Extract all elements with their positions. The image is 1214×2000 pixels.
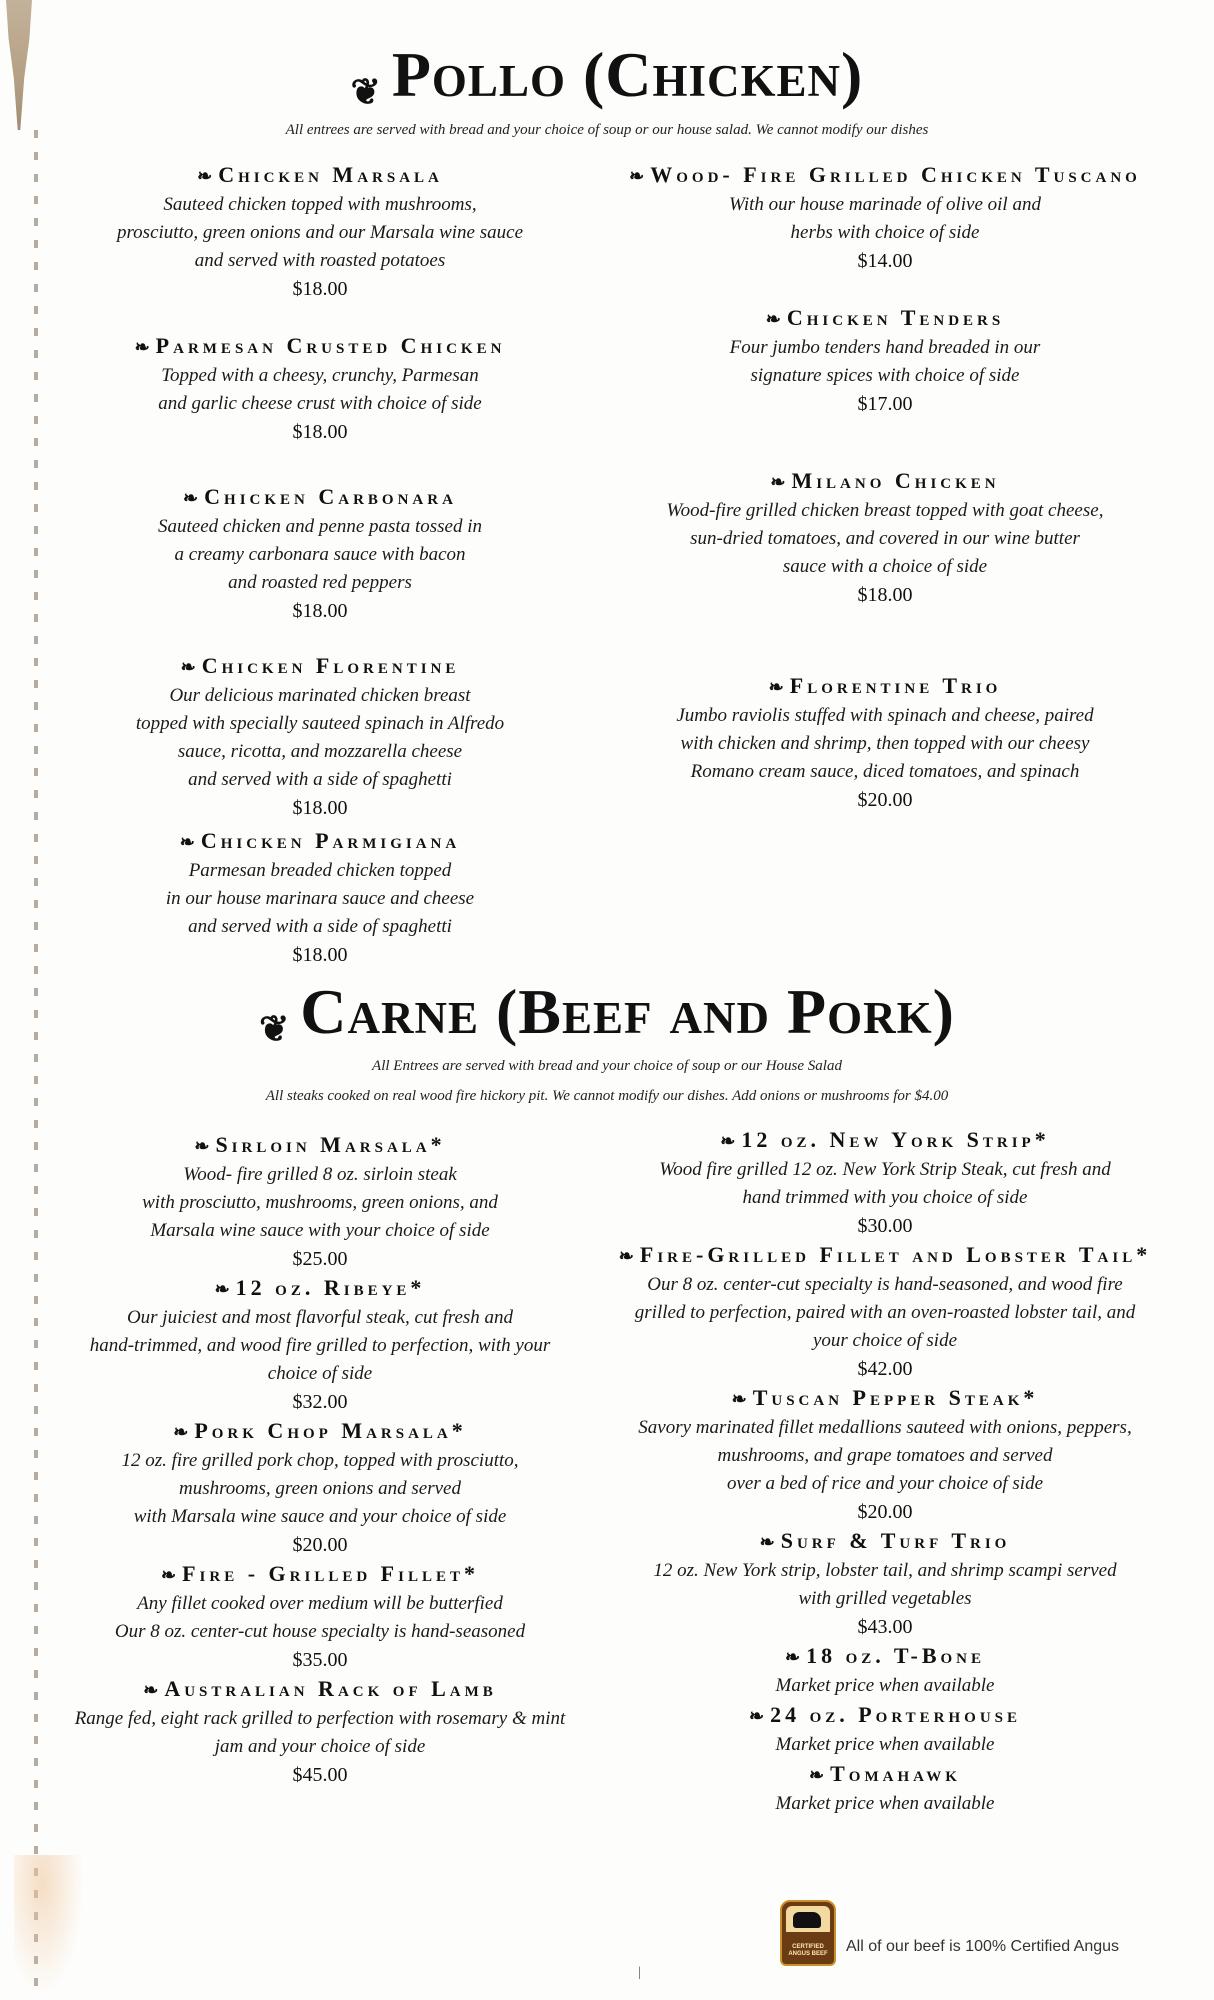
footer-text: All of our beef is 100% Certified Angus (846, 1938, 1120, 1955)
item-description: sun-dried tomatoes, and covered in our wine butter (690, 528, 1080, 549)
olive-leaf-icon: ❧ (183, 488, 199, 508)
item-price: $18.00 (857, 584, 913, 606)
item-description: Wood-fire grilled chicken breast topped with goat cheese, (666, 500, 1104, 521)
carne-right-column (595, 1125, 1175, 1818)
item-description: Market price when available (775, 1734, 995, 1755)
olive-leaf-icon: ❧ (197, 166, 213, 186)
item-description: a creamy carbonara sauce with bacon (174, 544, 466, 565)
item-description: 12 oz. fire grilled pork chop, topped with prosciutto, (121, 1450, 519, 1471)
cow-icon (793, 1912, 821, 1928)
item-price: $18.00 (292, 797, 348, 819)
item-description: your choice of side (812, 1330, 958, 1351)
item-description: sauce with a choice of side (782, 556, 988, 577)
item-description: Jumbo raviolis stuffed with spinach and cheese, paired (676, 705, 1094, 726)
item-name: ❧ Chicken Marsala (197, 162, 443, 187)
item-description: Our juiciest and most flavorful steak, cut fresh and (126, 1307, 514, 1328)
olive-leaf-icon: ❧ (143, 1680, 159, 1700)
menu-item-fire-grilled-fillet (40, 1559, 600, 1674)
olive-leaf-icon: ❧ (180, 657, 196, 677)
item-name: ❧ Chicken Florentine (180, 653, 460, 678)
section-title-pollo: ❦ Pollo (Chicken) (350, 39, 864, 113)
item-price: $18.00 (292, 944, 348, 966)
item-name: ❧ Fire-Grilled Fillet and Lobster Tail* (618, 1242, 1152, 1267)
olive-leaf-icon: ❧ (731, 1389, 747, 1409)
item-name: ❧ Parmesan Crusted Chicken (134, 333, 506, 358)
item-description: with grilled vegetables (798, 1588, 972, 1609)
item-price: $14.00 (857, 250, 913, 272)
item-description: topped with specially sauteed spinach in Alfredo (135, 713, 505, 734)
item-price: $18.00 (292, 421, 348, 443)
item-price: $18.00 (292, 278, 348, 300)
menu-item-fire-grilled-fillet-and-lobster-tail (595, 1240, 1175, 1383)
item-description: with Marsala wine sauce and your choice of side (133, 1506, 507, 1527)
olive-leaf-icon: ❧ (618, 1246, 634, 1266)
carne-left-column (40, 1130, 600, 1789)
item-name: ❧ Chicken Tenders (765, 305, 1005, 330)
item-description: grilled to perfection, paired with an oven-roasted lobster tail, and (634, 1302, 1136, 1323)
item-name: ❧ Chicken Carbonara (183, 484, 457, 509)
menu-item-18-oz-t-bone (595, 1641, 1175, 1700)
item-name: ❧ Australian Rack of Lamb (143, 1676, 497, 1701)
item-description: 12 oz. New York strip, lobster tail, and shrimp scampi served (653, 1560, 1117, 1581)
menu-item-chicken-carbonara (60, 482, 580, 625)
item-description: and served with a side of spaghetti (188, 916, 452, 937)
item-description: Romano cream sauce, diced tomatoes, and spinach (690, 761, 1080, 782)
item-description: Wood- fire grilled 8 oz. sirloin steak (183, 1164, 457, 1185)
item-price: $43.00 (857, 1616, 913, 1638)
menu-item-12-oz-ribeye (40, 1273, 600, 1416)
olive-leaf-icon: ❧ (194, 1136, 210, 1156)
olive-leaf-icon: ❧ (179, 832, 195, 852)
olive-leaf-icon: ❧ (161, 1565, 177, 1585)
menu-item-chicken-florentine (60, 651, 580, 822)
item-description: Marsala wine sauce with your choice of side (150, 1220, 490, 1241)
item-price: $25.00 (292, 1248, 348, 1270)
item-description: hand-trimmed, and wood fire grilled to perfection, with your (89, 1335, 551, 1356)
menu-item-milano-chicken (595, 466, 1175, 609)
item-name: ❧ 12 oz. Ribeye* (214, 1275, 426, 1300)
item-description: jam and your choice of side (214, 1736, 426, 1757)
item-price: $32.00 (292, 1391, 348, 1413)
item-description: Sauteed chicken and penne pasta tossed in (158, 516, 482, 537)
olive-leaf-icon: ❧ (768, 677, 784, 697)
item-name: ❧ Surf & Turf Trio (759, 1528, 1011, 1553)
olive-sprig-icon: ❦ (350, 72, 382, 113)
menu-item-wood-fire-grilled-chicken-tuscano (595, 160, 1175, 275)
item-description: signature spices with choice of side (750, 365, 1020, 386)
item-description: Wood fire grilled 12 oz. New York Strip Steak, cut fresh and (659, 1159, 1111, 1180)
olive-leaf-icon: ❧ (214, 1279, 230, 1299)
item-price: $20.00 (857, 789, 913, 811)
item-description: With our house marinade of olive oil and (729, 194, 1041, 215)
item-description: mushrooms, green onions and served (179, 1478, 461, 1499)
item-description: and roasted red peppers (228, 572, 412, 593)
item-description: and garlic cheese crust with choice of side (158, 393, 482, 414)
item-name: ❧ Chicken Parmigiana (179, 828, 461, 853)
item-price: $17.00 (857, 393, 913, 415)
olive-leaf-icon: ❧ (629, 166, 645, 186)
item-description: Sauteed chicken topped with mushrooms, (163, 194, 477, 215)
section-note-pollo: All entrees are served with bread and your choice of soup or our house salad. We cannot modify our dishes (285, 122, 929, 138)
item-price: $20.00 (292, 1534, 348, 1556)
item-description: and served with a side of spaghetti (188, 769, 452, 790)
item-price: $35.00 (292, 1649, 348, 1671)
item-description: Range fed, eight rack grilled to perfection with rosemary & mint (74, 1708, 566, 1729)
certified-angus-beef-logo: CERTIFIED ANGUS BEEF (780, 1900, 836, 1966)
item-description: Savory marinated fillet medallions sauteed with onions, peppers, (638, 1417, 1132, 1438)
pollo-right-column (595, 160, 1175, 814)
item-price: $30.00 (857, 1215, 913, 1237)
menu-item-chicken-tenders (595, 303, 1175, 418)
item-name: ❧ Pork Chop Marsala* (173, 1418, 467, 1443)
item-name: ❧ Tomahawk (809, 1761, 961, 1786)
menu-item-chicken-marsala (60, 160, 580, 303)
item-description: in our house marinara sauce and cheese (165, 888, 475, 909)
item-description: with prosciutto, mushrooms, green onions, and (142, 1192, 498, 1213)
item-description: hand trimmed with you choice of side (742, 1187, 1028, 1208)
item-description: Our delicious marinated chicken breast (169, 685, 471, 706)
item-name: ❧ Sirloin Marsala* (194, 1132, 446, 1157)
item-description: choice of side (267, 1363, 373, 1384)
item-price: $20.00 (857, 1501, 913, 1523)
footer (780, 1900, 1119, 1966)
item-name: ❧ 18 oz. T-Bone (784, 1643, 986, 1668)
item-description: Any fillet cooked over medium will be butterfied (137, 1593, 503, 1614)
menu-item-sirloin-marsala (40, 1130, 600, 1273)
item-description: prosciutto, green onions and our Marsala wine sauce (116, 222, 523, 243)
item-name: ❧ Fire - Grilled Fillet* (161, 1561, 479, 1586)
olive-leaf-icon: ❧ (809, 1765, 825, 1785)
section-title-carne: ❦ Carne (Beef and Pork) (259, 976, 955, 1050)
section-note-carne-1: All Entrees are served with bread and your choice of soup or our House Salad (372, 1058, 842, 1074)
item-name: ❧ Wood- Fire Grilled Chicken Tuscano (629, 162, 1141, 187)
olive-leaf-icon: ❧ (759, 1532, 775, 1552)
item-description: Four jumbo tenders hand breaded in our (729, 337, 1041, 358)
item-description: and served with roasted potatoes (194, 250, 446, 271)
item-name: ❧ Milano Chicken (770, 468, 1000, 493)
item-description: with chicken and shrimp, then topped with our cheesy (680, 733, 1090, 754)
menu-item-tuscan-pepper-steak (595, 1383, 1175, 1526)
item-description: Our 8 oz. center-cut house specialty is hand-seasoned (114, 1621, 526, 1642)
item-description: Our 8 oz. center-cut specialty is hand-seasoned, and wood fire (647, 1274, 1123, 1295)
menu-item-24-oz-porterhouse (595, 1700, 1175, 1759)
olive-leaf-icon: ❧ (770, 472, 786, 492)
menu-item-pork-chop-marsala (40, 1416, 600, 1559)
item-description: Topped with a cheesy, crunchy, Parmesan (161, 365, 479, 386)
item-name: ❧ Tuscan Pepper Steak* (731, 1385, 1039, 1410)
olive-leaf-icon: ❧ (748, 1706, 765, 1726)
item-description: sauce, ricotta, and mozzarella cheese (177, 741, 463, 762)
menu-item-parmesan-crusted-chicken (60, 331, 580, 446)
menu-item-florentine-trio (595, 671, 1175, 814)
olive-leaf-icon: ❧ (784, 1647, 801, 1667)
menu-item-surf-turf-trio (595, 1526, 1175, 1641)
pollo-left-column (60, 160, 580, 969)
menu-item-tomahawk (595, 1759, 1175, 1818)
item-price: $42.00 (857, 1358, 913, 1380)
item-name: ❧ Florentine Trio (768, 673, 1002, 698)
olive-leaf-icon: ❧ (134, 337, 150, 357)
olive-leaf-icon: ❧ (173, 1422, 189, 1442)
section-note-carne-2: All steaks cooked on real wood fire hickory pit. We cannot modify our dishes. Add onions or mushrooms for $4.00 (265, 1088, 949, 1104)
item-description: herbs with choice of side (790, 222, 980, 243)
olive-leaf-icon: ❧ (765, 309, 781, 329)
item-description: mushrooms, and grape tomatoes and served (717, 1445, 1053, 1466)
item-description: Parmesan breaded chicken topped (188, 860, 452, 881)
paper-stain-bottom (14, 1855, 84, 1995)
menu-item-australian-rack-of-lamb (40, 1674, 600, 1789)
menu-item-12-oz-new-york-strip (595, 1125, 1175, 1240)
item-name: ❧ 24 oz. Porterhouse (748, 1702, 1022, 1727)
item-description: over a bed of rice and your choice of side (726, 1473, 1044, 1494)
item-description: Market price when available (775, 1675, 995, 1696)
item-description: Market price when available (775, 1793, 995, 1814)
page-mark: | (638, 1965, 641, 1980)
item-name: ❧ 12 oz. New York Strip* (720, 1127, 1050, 1152)
item-price: $45.00 (292, 1764, 348, 1786)
item-price: $18.00 (292, 600, 348, 622)
olive-leaf-icon: ❧ (720, 1131, 736, 1151)
menu-item-chicken-parmigiana (60, 826, 580, 969)
olive-sprig-icon: ❦ (259, 1009, 291, 1050)
